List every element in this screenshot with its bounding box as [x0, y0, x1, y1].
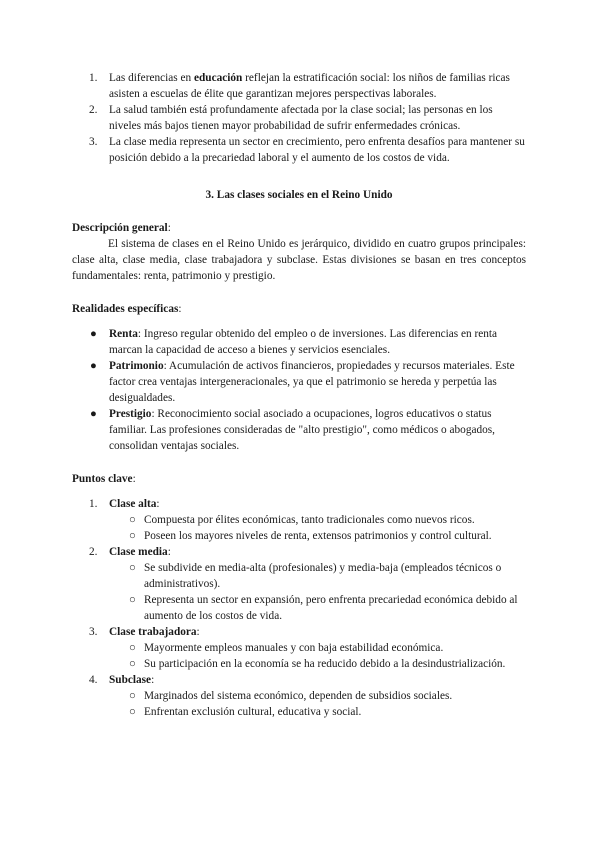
list-item [72, 102, 526, 134]
sub-item-text: Representa un sector en expansión, pero enfrenta precariedad económica debido al aumento de los costos de vida. [144, 594, 518, 622]
realities-heading [72, 301, 526, 317]
list-item [72, 672, 526, 688]
circle-bullet-icon: ○ [129, 658, 136, 670]
circle-bullet-icon: ○ [129, 530, 136, 542]
item-bold: educación [194, 72, 243, 84]
description-heading [72, 220, 526, 236]
sub-list-item [72, 592, 526, 624]
list-number: 1. [89, 498, 98, 510]
sub-list-item [72, 640, 526, 656]
list-item [72, 326, 526, 358]
item-text: Las diferencias en [109, 72, 194, 84]
item-text: : Ingreso regular obtenido del empleo o de inversiones. Las diferencias en renta marcan la capacidad de acceso a bienes y servicios esenciales. [109, 328, 498, 356]
list-item [72, 544, 526, 560]
sub-list-item [72, 528, 526, 544]
list-number: 2. [89, 104, 98, 116]
item-text: La clase media representa un sector en crecimiento, pero enfrenta desafíos para mantener su posición debido a la precariedad laboral y el aumento de los costos de vida. [109, 136, 525, 164]
item-title: Clase trabajadora [109, 626, 197, 638]
bullet-icon: ● [90, 360, 97, 372]
title-colon: : [167, 546, 171, 558]
item-term: Renta [109, 328, 138, 340]
key-points-list [72, 496, 526, 720]
section-title: 3. Las clases sociales en el Reino Unido [205, 189, 393, 201]
circle-bullet-icon: ○ [129, 562, 136, 574]
title-colon: : [196, 626, 200, 638]
circle-bullet-icon: ○ [129, 514, 136, 526]
bullet-icon: ● [90, 408, 97, 420]
key-points-label: Puntos clave [72, 473, 133, 485]
list-item [72, 134, 526, 166]
sub-item-text: Se subdivide en media-alta (profesionales) y media-baja (empleados técnicos o administrativos). [144, 562, 502, 590]
key-points-section [72, 471, 526, 720]
item-title: Clase media [109, 546, 168, 558]
realities-list [72, 326, 526, 454]
realities-label: Realidades específicas [72, 303, 179, 315]
list-item [72, 406, 526, 454]
realities-section [72, 301, 526, 454]
list-number: 1. [89, 72, 98, 84]
circle-bullet-icon: ○ [129, 706, 136, 718]
document-body [72, 70, 526, 720]
list-item [72, 70, 526, 102]
sub-list-item [72, 704, 526, 720]
item-text: : Acumulación de activos financieros, propiedades y recursos materiales. Este factor crea ventajas intergeneracionales, ya que el patrimonio se hereda y perpetúa las desigualdades. [109, 360, 515, 404]
list-number: 2. [89, 546, 98, 558]
label-colon: : [167, 222, 171, 234]
title-colon: : [151, 674, 155, 686]
sub-list-item [72, 688, 526, 704]
item-text: reflejan la estratificación social: los niños de familias ricas asisten a escuelas de élite que garantizan mejores perspectivas laborales. [109, 72, 510, 100]
sub-item-text: Enfrentan exclusión cultural, educativa y social. [144, 706, 362, 718]
item-text: La salud también está profundamente afectada por la clase social; las personas en los niveles más bajos tienen mayor probabilidad de sufrir enfermedades crónicas. [109, 104, 493, 132]
key-points-heading [72, 471, 526, 487]
item-title: Clase alta [109, 498, 157, 510]
item-text: : Reconocimiento social asociado a ocupaciones, logros educativos o status familiar. Las profesiones consideradas de "alto prestigio", como médicos o abogados, consolidan ventajas sociales. [109, 408, 495, 452]
circle-bullet-icon: ○ [129, 690, 136, 702]
circle-bullet-icon: ○ [129, 642, 136, 654]
description-label: Descripción general [72, 222, 168, 234]
sub-item-text: Compuesta por élites económicas, tanto tradicionales como nuevos ricos. [144, 514, 475, 526]
label-colon: : [132, 473, 136, 485]
description-paragraph: El sistema de clases en el Reino Unido es jerárquico, dividido en cuatro grupos principales: clase alta, clase media, clase trabajadora y subclase. Estas divisiones se basan en tres conceptos fundamentales: renta, patrimonio y prestigio. [72, 238, 526, 282]
title-colon: : [156, 498, 160, 510]
item-term: Prestigio [109, 408, 152, 420]
label-colon: : [178, 303, 182, 315]
sub-item-text: Marginados del sistema económico, dependen de subsidios sociales. [144, 690, 453, 702]
list-item [72, 496, 526, 512]
list-item [72, 624, 526, 640]
sub-list-item [72, 560, 526, 592]
sub-item-text: Poseen los mayores niveles de renta, extensos patrimonios y control cultural. [144, 530, 492, 542]
list-number: 3. [89, 136, 98, 148]
description-section [72, 220, 526, 284]
sub-item-text: Mayormente empleos manuales y con baja estabilidad económica. [144, 642, 444, 654]
item-term: Patrimonio [109, 360, 164, 372]
bullet-icon: ● [90, 328, 97, 340]
sub-item-text: Su participación en la economía se ha reducido debido a la desindustrialización. [144, 658, 506, 670]
item-title: Subclase [109, 674, 152, 686]
intro-list [72, 70, 526, 166]
list-number: 4. [89, 674, 98, 686]
sub-list-item [72, 512, 526, 528]
sub-list-item [72, 656, 526, 672]
list-number: 3. [89, 626, 98, 638]
list-item [72, 358, 526, 406]
circle-bullet-icon: ○ [129, 594, 136, 606]
